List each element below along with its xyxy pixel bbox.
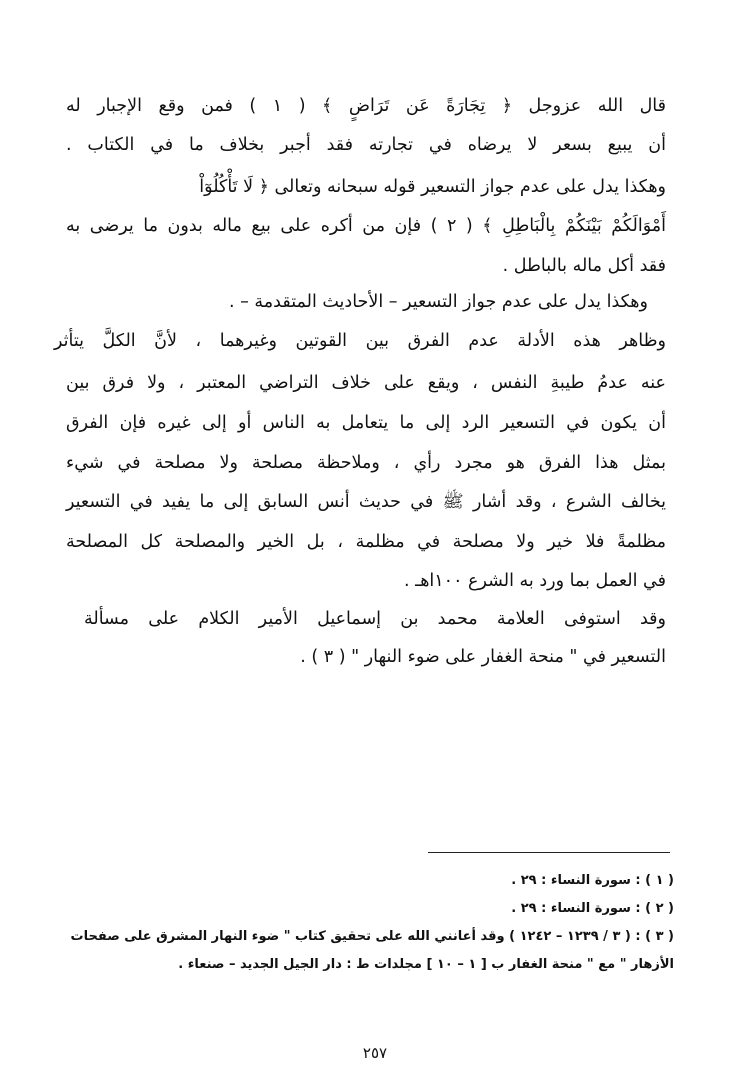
body-line-2: أن يبيع بسعر لا يرضاه في تجارته فقد أجبر بخلاف ما في الكتاب . — [66, 135, 666, 155]
footnote-2: ( ٢ ) : سورة النساء : ٢٩ . — [511, 901, 674, 916]
body-line-4: أَمْوَالَكُمْ بَيْنَكُمْ بِالْبَاطِلِ ﴾ ( ٢ ) فإن من أكره على بيع ماله بدون ما يرضى به — [66, 216, 667, 236]
footnote-separator — [428, 852, 670, 853]
body-line-6: وهكذا يدل على عدم جواز التسعير – الأحاديث المتقدمة – . — [228, 292, 648, 312]
body-line-11: يخالف الشرع ، وقد أشار ﷺ في حديث أنس السابق إلى ما يفيد في التسعير — [66, 492, 666, 512]
body-line-15: التسعير في " منحة الغفار على ضوء النهار " ( ٣ ) . — [300, 647, 666, 667]
body-line-12: مظلمةً فلا خير ولا مصلحة في مظلمة ، بل الخير والمصلحة كل المصلحة — [66, 532, 666, 552]
body-line-14: وقد استوفى العلامة محمد بن إسماعيل الأمير الكلام على مسألة — [84, 609, 666, 629]
body-line-9: أن يكون في التسعير الرد إلى ما يتعامل به الناس أو إلى غيره فإن الفرق — [66, 413, 666, 433]
body-line-10: بمثل هذا الفرق هو مجرد رأي ، وملاحظة مصلحة ولا مصلحة في شيء — [66, 453, 666, 473]
body-line-3: وهكذا يدل على عدم جواز التسعير قوله سبحانه وتعالى ﴿ لَا تَأْكُلُوٓاْ — [199, 177, 666, 197]
body-line-1: قال الله عزوجل ﴿ تِجَارَةً عَن تَرَاضٍ ﴾ ( ١ ) فمن وقع الإجبار له — [66, 96, 666, 116]
page-number: ٢٥٧ — [362, 1044, 388, 1062]
body-line-5: فقد أكل ماله بالباطل . — [502, 256, 666, 276]
footnote-1: ( ١ ) : سورة النساء : ٢٩ . — [511, 873, 674, 888]
footnote-3: ( ٣ ) : ( ٣ / ١٢٣٩ – ١٢٤٢ ) وقد أعانني الله على تحقيق كتاب " ضوء النهار المشرق على صفحات — [70, 929, 674, 944]
footnote-3-continued: الأزهار " مع " منحة الغفار ب [ ١ – ١٠ ] مجلدات ط : دار الجيل الجديد – صنعاء . — [178, 957, 674, 972]
body-line-8: عنه عدمُ طيبةِ النفس ، ويقع على خلاف التراضي المعتبر ، ولا فرق بين — [66, 373, 666, 393]
body-line-7: وظاهر هذه الأدلة عدم الفرق بين القوتين وغيرهما ، لأنَّ الكلَّ يتأثر — [54, 331, 666, 351]
body-line-13: في العمل بما ورد به الشرع ١٠٠اهـ . — [403, 571, 666, 591]
